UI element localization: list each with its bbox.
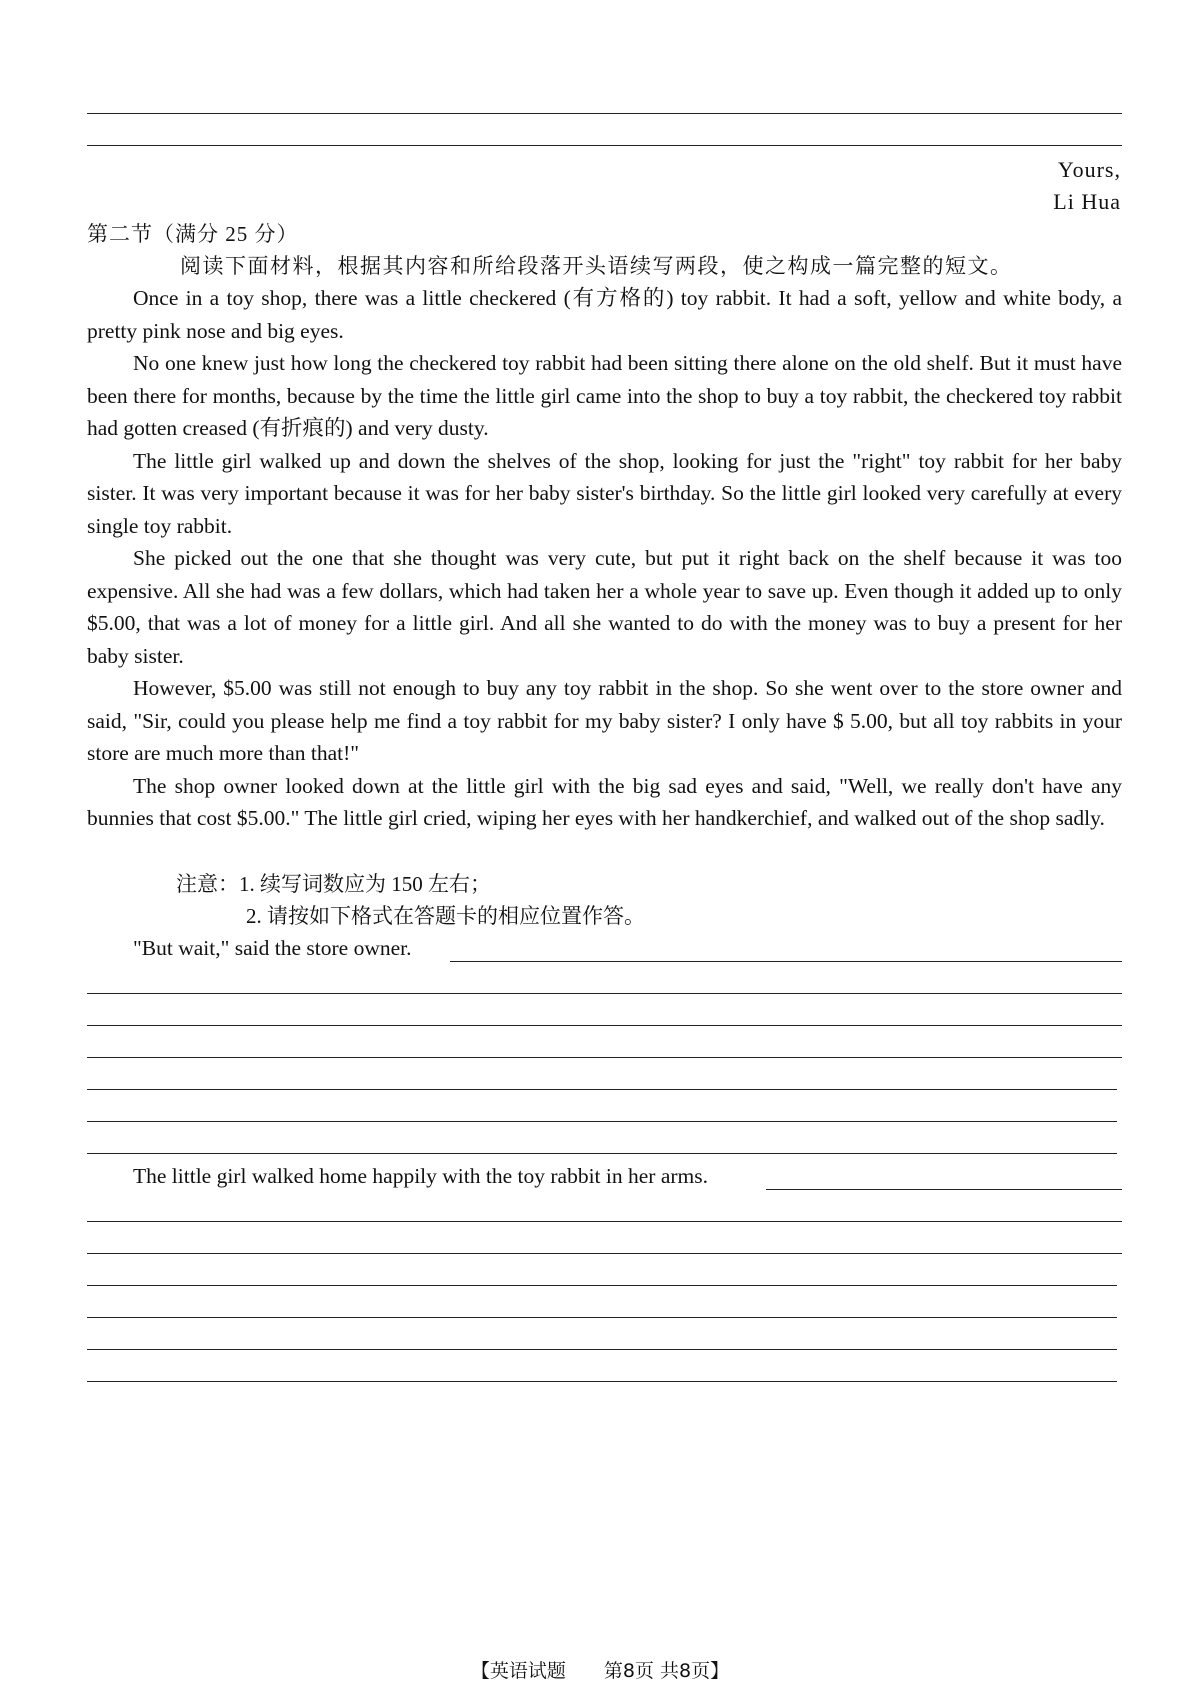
answer-line [87, 1317, 1117, 1318]
section-title: 第二节（满分 25 分） [87, 222, 299, 246]
answer-line [87, 1221, 1122, 1222]
passage-paragraph: Once in a toy shop, there was a little checkered (有方格的) toy rabbit. It had a soft, yellow and white body, a pretty pink nose and big eyes. [87, 286, 1122, 343]
passage-paragraph: The shop owner looked down at the little girl with the big sad eyes and said, "Well, we really don't have any bunnies that cost $5.00." The little girl cried, wiping her eyes with her handkerchief, and walked out of the shop sadly. [87, 773, 1122, 830]
answer-line [87, 1253, 1122, 1254]
reading-passage [87, 282, 1122, 835]
passage-paragraph: The little girl walked up and down the shelves of the shop, looking for just the "right" toy rabbit for her baby sister. It was very important because it was for her baby sister's birthday. So the little girl looked very carefully at every single toy rabbit. [87, 448, 1122, 538]
note-line-2: 2. 请按如下格式在答题卡的相应位置作答。 [246, 904, 645, 928]
answer-line [87, 1025, 1122, 1026]
page-footer [0, 1656, 1200, 1683]
paragraph-starter-1: "But wait," said the store owner. [133, 936, 412, 960]
footer-subject: 【英语试题 [470, 1660, 566, 1682]
writing-notes [176, 868, 645, 932]
answer-line [87, 145, 1122, 146]
passage-paragraph: No one knew just how long the checkered toy rabbit had been sitting there alone on the old shelf. But it must have been there for months, because by the time the little girl came into the shop to buy a toy rabbit, the checkered toy rabbit had gotten creased (有折痕的) and very dusty. [87, 351, 1122, 440]
answer-line [87, 1089, 1117, 1090]
answer-line [450, 961, 1122, 962]
note-line-1: 注意：1. 续写词数应为 150 左右； [176, 872, 491, 896]
answer-line [87, 1121, 1117, 1122]
answer-line [87, 113, 1122, 114]
answer-line [87, 1057, 1122, 1058]
letter-signature: Li Hua [1053, 189, 1121, 214]
section-instruction: 阅读下面材料，根据其内容和所给段落开头语续写两段，使之构成一篇完整的短文。 [180, 254, 1013, 278]
answer-line [87, 1153, 1117, 1154]
passage-paragraph: However, $5.00 was still not enough to buy any toy rabbit in the shop. So she went over to the store owner and said, "Sir, could you please help me find a toy rabbit for my baby sister? I only have $ 5.00, but all toy rabbits in your store are much more than that!" [87, 676, 1122, 765]
answer-line [87, 993, 1122, 994]
answer-line [766, 1189, 1122, 1190]
passage-paragraph: She picked out the one that she thought was very cute, but put it right back on the shelf because it was too expensive. All she had was a few dollars, which had taken her a whole year to save up. Even though it added up to only $5.00, that was a lot of money for a little girl. And all she wanted to do with the money was to buy a present for her baby sister. [87, 546, 1122, 668]
answer-line [87, 1381, 1117, 1382]
answer-line [87, 1349, 1117, 1350]
answer-line [87, 1285, 1117, 1286]
letter-closing: Yours, [1057, 157, 1121, 182]
paragraph-starter-2: The little girl walked home happily with the toy rabbit in her arms. [133, 1164, 708, 1188]
footer-page-number: 第8页 共8页】 [603, 1660, 730, 1682]
